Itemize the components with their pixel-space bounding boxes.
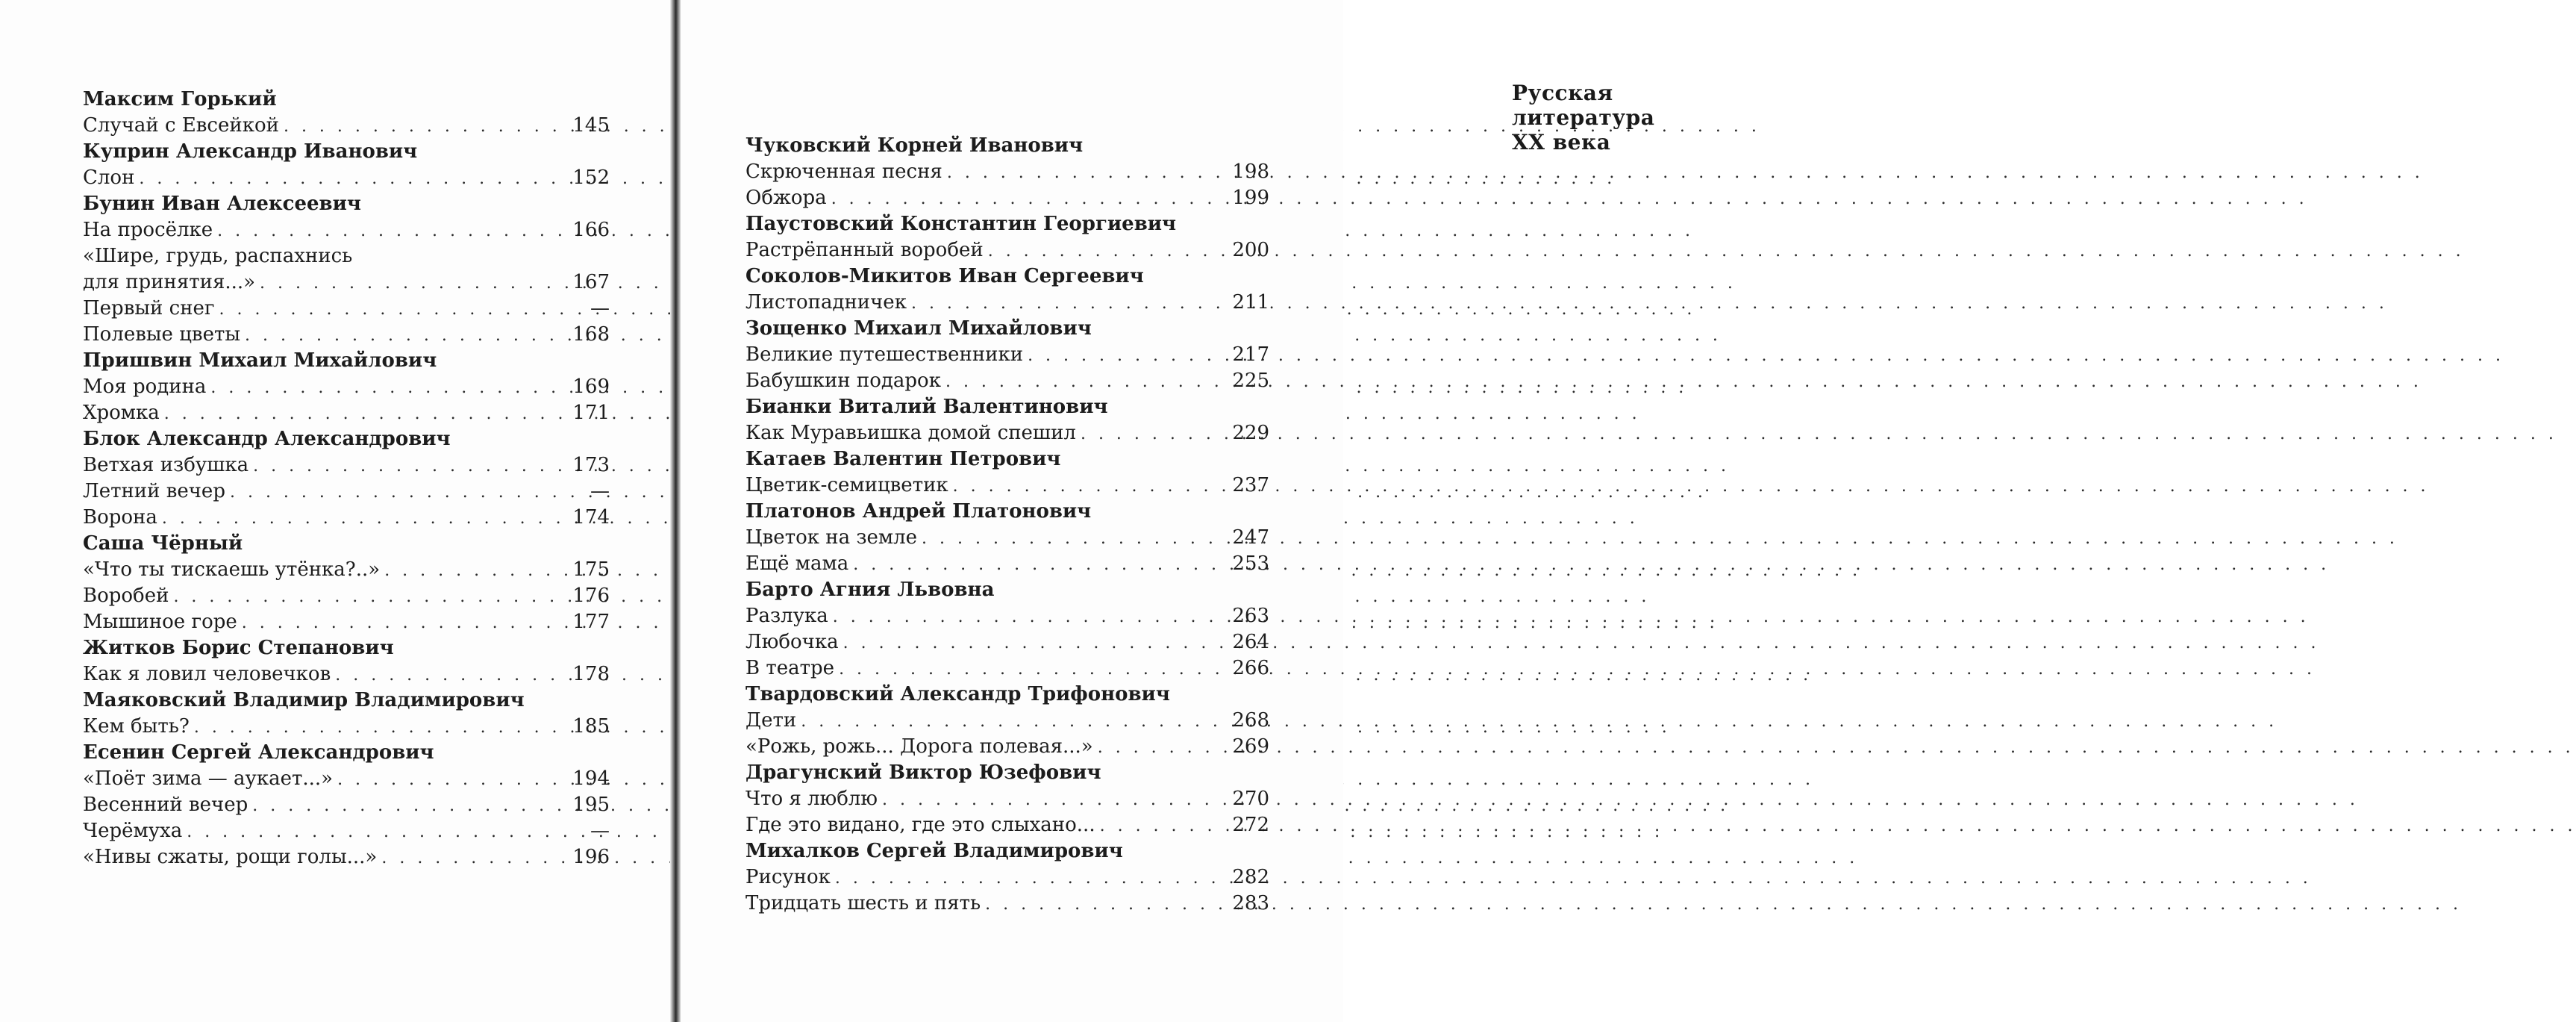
toc-entry <box>745 891 1269 917</box>
toc-page-number: 283 <box>1232 892 1269 914</box>
toc-entry <box>83 217 610 243</box>
toc-entry <box>83 505 610 531</box>
toc-leader-dots <box>284 113 568 140</box>
toc-leader-dots <box>381 845 568 871</box>
toc-leader-dots <box>843 630 1228 656</box>
toc-entry <box>745 420 1269 446</box>
toc-leader-dots <box>988 238 1228 264</box>
toc-page-number: — <box>590 480 610 502</box>
toc-entry <box>83 844 610 870</box>
toc-leader-dots <box>911 290 1228 317</box>
toc-entry-title: Скрюченная песня <box>745 161 942 183</box>
toc-entry-title: для принятия...» <box>83 271 256 293</box>
toc-entry-title: Ворона <box>83 506 157 529</box>
toc-page-number: 198 <box>1232 161 1269 183</box>
toc-leader-dots <box>337 767 568 793</box>
section-title: Русская литература XX века <box>1512 81 1655 155</box>
toc-author: Чуковский Корней Иванович <box>745 134 1084 157</box>
toc-author: Есенин Сергей Александрович <box>83 741 434 764</box>
toc-page-number: 270 <box>1232 788 1269 810</box>
toc-entry-title: Летний вечер <box>83 480 225 502</box>
toc-entry <box>83 243 610 269</box>
toc-entry-title: «Рожь, рожь... Дорога полевая...» <box>745 735 1093 758</box>
toc-entry <box>83 714 610 740</box>
toc-page-number: 167 <box>572 271 610 293</box>
toc-entry <box>83 165 610 191</box>
toc-entry <box>83 557 610 583</box>
toc-leader-dots <box>839 656 1228 682</box>
toc-entry-title: На просёлке <box>83 219 213 241</box>
toc-leader-dots <box>922 526 1228 552</box>
toc-page-number: 168 <box>572 323 610 346</box>
toc-leader-dots <box>173 584 568 610</box>
toc-author: Пришвин Михаил Михайлович <box>83 349 437 372</box>
toc-entry <box>83 766 610 792</box>
toc-entry-title: Ветхая избушка <box>83 454 249 476</box>
toc-entry-title: Великие путешественники <box>745 343 1024 366</box>
toc-entry-title: Полевые цветы <box>83 323 241 346</box>
toc-entry <box>83 818 610 844</box>
toc-page-number: — <box>590 297 610 320</box>
toc-leader-dots <box>187 819 568 845</box>
toc-entry <box>745 368 1269 394</box>
toc-entry <box>83 452 610 479</box>
toc-page-number: 237 <box>1232 474 1269 496</box>
toc-page-number: 217 <box>1232 343 1269 366</box>
toc-leader-dots <box>230 479 568 505</box>
toc-author: Катаев Валентин Петрович <box>745 448 1061 470</box>
toc-page-number: 166 <box>572 219 610 241</box>
toc-page-number: 152 <box>572 166 610 189</box>
toc-leader-dots <box>953 473 1228 499</box>
toc-entry <box>745 290 1269 316</box>
right-toc <box>745 133 1269 917</box>
toc-leader-dots <box>947 160 1228 186</box>
toc-author: Куприн Александр Иванович <box>83 140 418 163</box>
toc-entry-title: Кем быть? <box>83 715 190 738</box>
toc-entry-title: Тридцать шесть и пять <box>745 892 981 914</box>
toc-entry <box>745 708 1269 734</box>
toc-entry-title: Обжора <box>745 187 827 209</box>
toc-page-number: 269 <box>1232 735 1269 758</box>
toc-entry-title: Воробей <box>83 585 169 607</box>
toc-leader-dots <box>384 558 568 584</box>
toc-page-number: — <box>590 820 610 842</box>
toc-page-number: 200 <box>1232 239 1269 261</box>
toc-author: Блок Александр Александрович <box>83 428 451 450</box>
toc-page-number: 264 <box>1232 631 1269 653</box>
toc-leader-dots <box>164 401 568 427</box>
toc-entry-title: Цветок на земле <box>745 526 918 549</box>
toc-entry-title: Где это видано, где это слыхано... <box>745 814 1095 836</box>
toc-entry <box>745 342 1269 368</box>
toc-leader-dots <box>217 218 568 244</box>
toc-leader-dots <box>253 453 568 479</box>
toc-page-number: 173 <box>572 454 610 476</box>
toc-entry-title: Как я ловил человечков <box>83 663 331 685</box>
toc-entry-title: Рисунок <box>745 866 831 888</box>
toc-entry <box>745 812 1269 838</box>
toc-entry-title: Листопадничек <box>745 291 907 314</box>
left-toc <box>83 87 610 870</box>
toc-entry <box>83 609 610 635</box>
toc-author: Соколов-Микитов Иван Сергеевич <box>745 265 1144 287</box>
toc-page-number: 211 <box>1232 291 1269 314</box>
toc-entry <box>83 661 610 688</box>
toc-entry <box>83 792 610 818</box>
toc-entry-title: Растрёпанный воробей <box>745 239 984 261</box>
toc-entry-title: Бабушкин подарок <box>745 370 941 392</box>
toc-entry-title: Цветик-семицветик <box>745 474 948 496</box>
toc-leader-dots <box>1081 421 1228 447</box>
toc-leader-dots <box>252 793 568 819</box>
toc-author: Житков Борис Степанович <box>83 637 394 659</box>
toc-author: Драгунский Виктор Юзефович <box>745 761 1101 784</box>
toc-leader-dots <box>945 369 1228 395</box>
toc-entry <box>83 479 610 505</box>
toc-entry-title: Моя родина <box>83 376 207 398</box>
toc-entry <box>83 269 610 296</box>
toc-entry <box>83 400 610 426</box>
toc-entry-title: Что я люблю <box>745 788 878 810</box>
toc-entry <box>745 237 1269 264</box>
toc-leader-dots <box>210 375 568 401</box>
toc-entry <box>745 734 1269 760</box>
toc-author: Паустовский Константин Георгиевич <box>745 213 1177 235</box>
toc-entry <box>745 603 1269 629</box>
toc-author: Максим Горький <box>83 88 277 110</box>
toc-leader-dots <box>1098 735 1228 761</box>
toc-leader-dots <box>139 166 568 192</box>
toc-entry-title: Ещё мама <box>745 552 849 575</box>
toc-leader-dots <box>831 186 1228 212</box>
toc-entry-title: «Шире, грудь, распахнись <box>83 245 353 267</box>
toc-page-number: 178 <box>572 663 610 685</box>
toc-entry-title: Слон <box>83 166 135 189</box>
toc-leader-dots <box>245 323 568 349</box>
toc-page-number: 199 <box>1232 187 1269 209</box>
toc-author: Твардовский Александр Трифонович <box>745 683 1170 705</box>
toc-entry-title: «Нивы сжаты, рощи голы...» <box>83 846 378 868</box>
toc-page-number: 175 <box>572 558 610 581</box>
toc-entry-title: «Что ты тискаешь утёнка?..» <box>83 558 381 581</box>
toc-page-number: 282 <box>1232 866 1269 888</box>
toc-page-number: 171 <box>572 402 610 424</box>
toc-page-number: 272 <box>1232 814 1269 836</box>
toc-entry <box>83 583 610 609</box>
toc-entry <box>83 296 610 322</box>
toc-entry <box>745 551 1269 577</box>
toc-page-number: 266 <box>1232 657 1269 679</box>
toc-page-number: 263 <box>1232 605 1269 627</box>
toc-entry-title: Случай с Евсейкой <box>83 114 279 137</box>
toc-page-number: 195 <box>572 794 610 816</box>
toc-entry-title: Разлука <box>745 605 828 627</box>
toc-author: Маяковский Владимир Владимирович <box>83 689 525 711</box>
toc-leader-dots <box>833 604 1228 630</box>
toc-page-number: 225 <box>1232 370 1269 392</box>
toc-page-number: 145 <box>572 114 610 137</box>
book-gutter <box>670 0 681 1022</box>
toc-author: Зощенко Михаил Михайлович <box>745 317 1092 340</box>
toc-author: Михалков Сергей Владимирович <box>745 840 1123 862</box>
toc-entry-title: Как Муравьишка домой спешил <box>745 422 1076 444</box>
toc-leader-dots <box>1100 813 1228 839</box>
toc-entry-title: Первый снег <box>83 297 215 320</box>
toc-leader-dots <box>1028 343 1228 369</box>
toc-leader-dots <box>882 787 1228 813</box>
toc-entry <box>745 525 1269 551</box>
toc-page-number: 247 <box>1232 526 1269 549</box>
toc-page-number: 174 <box>572 506 610 529</box>
toc-leader-dots <box>335 662 568 688</box>
toc-entry <box>745 655 1269 682</box>
toc-leader-dots <box>801 708 1228 735</box>
toc-leader-dots <box>219 296 568 323</box>
toc-entry <box>745 185 1269 211</box>
toc-author: Барто Агния Львовна <box>745 579 995 601</box>
toc-entry-title: Весенний вечер <box>83 794 248 816</box>
toc-page-number: 176 <box>572 585 610 607</box>
toc-entry-title: Любочка <box>745 631 839 653</box>
toc-leader-dots <box>242 610 568 636</box>
toc-page-number: 196 <box>572 846 610 868</box>
toc-entry <box>745 473 1269 499</box>
toc-entry-title: Черёмуха <box>83 820 183 842</box>
toc-author: Саша Чёрный <box>83 532 243 555</box>
toc-page-number: 177 <box>572 611 610 633</box>
toc-page-number: 194 <box>572 767 610 790</box>
toc-leader-dots <box>194 714 568 741</box>
toc-author: Бунин Иван Алексеевич <box>83 193 361 215</box>
toc-page-number: 185 <box>572 715 610 738</box>
toc-author: Бианки Виталий Валентинович <box>745 396 1108 418</box>
toc-entry <box>83 322 610 348</box>
toc-entry <box>745 629 1269 655</box>
toc-entry-title: Мышиное горе <box>83 611 237 633</box>
toc-entry <box>83 374 610 400</box>
toc-entry <box>745 786 1269 812</box>
toc-entry-title: «Поёт зима — аукает...» <box>83 767 334 790</box>
toc-entry <box>745 864 1269 891</box>
toc-page-number: 253 <box>1232 552 1269 575</box>
toc-leader-dots <box>985 891 1228 917</box>
toc-entry-title: Хромка <box>83 402 160 424</box>
toc-author: Платонов Андрей Платонович <box>745 500 1092 523</box>
toc-page-number: 169 <box>572 376 610 398</box>
toc-leader-dots <box>853 552 1228 578</box>
left-page <box>0 0 675 1022</box>
toc-leader-dots <box>162 505 568 532</box>
toc-entry-title: Дети <box>745 709 797 732</box>
toc-page-number: 268 <box>1232 709 1269 732</box>
toc-entry <box>745 159 1269 185</box>
toc-entry <box>83 113 610 139</box>
toc-leader-dots <box>260 270 568 296</box>
toc-entry-title: В театре <box>745 657 835 679</box>
toc-leader-dots <box>835 865 1228 891</box>
toc-page-number: 229 <box>1232 422 1269 444</box>
